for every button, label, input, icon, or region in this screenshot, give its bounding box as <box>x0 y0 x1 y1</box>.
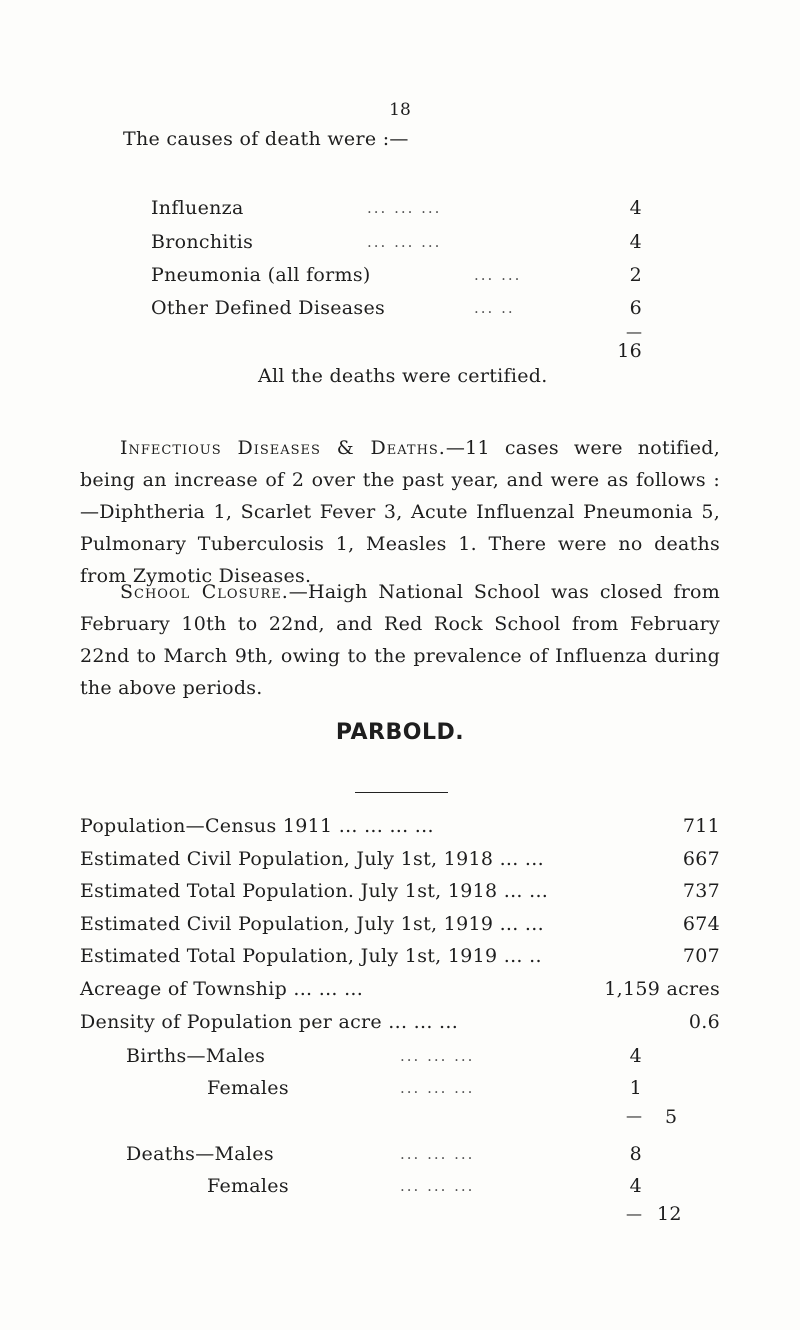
cause-label: Bronchitis <box>151 231 254 253</box>
stat-label: Estimated Total Population, July 1st, 1919 ... .. <box>80 945 542 967</box>
cause-value: 4 <box>629 231 642 253</box>
births-total: 5 <box>665 1106 678 1128</box>
causes-intro: The causes of death were :— <box>123 128 409 150</box>
deaths-total: 12 <box>657 1203 682 1225</box>
births-females: 1 <box>629 1077 642 1099</box>
cause-label: Other Defined Diseases <box>151 297 386 319</box>
births-label: Births—Males <box>126 1045 266 1067</box>
stat-value: 667 <box>682 848 720 870</box>
cause-value: 6 <box>629 297 642 319</box>
stat-value: 737 <box>682 880 720 902</box>
stat-value: 1,159 acres <box>604 978 720 1000</box>
cause-label: Pneumonia (all forms) <box>151 264 371 286</box>
leader-dots: ... ... ... <box>400 1177 475 1195</box>
leader-dots: ... ... ... <box>400 1047 475 1065</box>
cause-value: 4 <box>629 197 642 219</box>
leader-dots: ... ... ... <box>367 199 442 217</box>
deaths-males: 8 <box>629 1143 642 1165</box>
sum-dash: — <box>626 1106 642 1125</box>
deaths-females: 4 <box>629 1175 642 1197</box>
title-rule <box>355 792 448 793</box>
stat-label: Acreage of Township ... ... ... <box>80 978 364 1000</box>
sum-dash: — <box>626 1204 642 1223</box>
stat-label: Population—Census 1911 ... ... ... ... <box>80 815 434 837</box>
leader-dots: ... .. <box>474 299 515 317</box>
sum-dash: — <box>626 322 642 341</box>
infectious-paragraph <box>80 432 720 592</box>
infectious-text: —11 cases were notified, being an increase of 2 over the past year, and were as follows :—Diphtheria 1, Scarlet Fever 3, Acute Influenzal Pneumonia 5, Pulmonary Tuberculosis 1, Measles 1. There were no deaths from Zymotic Diseases. <box>80 437 720 587</box>
infectious-heading: Infectious Diseases & Deaths. <box>120 437 446 459</box>
leader-dots: ... ... <box>474 266 522 284</box>
certified-note: All the deaths were certified. <box>258 365 548 387</box>
leader-dots: ... ... ... <box>400 1145 475 1163</box>
stat-value: 674 <box>682 913 720 935</box>
stat-value: 0.6 <box>688 1011 720 1033</box>
school-heading: School Closure. <box>120 581 289 603</box>
parbold-title: PARBOLD. <box>335 720 465 745</box>
stat-label: Density of Population per acre ... ... ... <box>80 1011 459 1033</box>
births-males: 4 <box>629 1045 642 1067</box>
page-number: 18 <box>389 100 411 120</box>
cause-label: Influenza <box>151 197 244 219</box>
stat-label: Estimated Civil Population, July 1st, 1918 ... ... <box>80 848 544 870</box>
school-paragraph <box>80 576 720 704</box>
stat-label: Estimated Total Population. July 1st, 1918 ... ... <box>80 880 549 902</box>
births-females-label: Females <box>207 1077 289 1099</box>
deaths-females-label: Females <box>207 1175 289 1197</box>
deaths-label: Deaths—Males <box>126 1143 274 1165</box>
stat-label: Estimated Civil Population, July 1st, 1919 ... ... <box>80 913 544 935</box>
causes-total: 16 <box>617 340 642 362</box>
leader-dots: ... ... ... <box>400 1079 475 1097</box>
stat-value: 711 <box>682 815 720 837</box>
stat-value: 707 <box>682 945 720 967</box>
leader-dots: ... ... ... <box>367 233 442 251</box>
school-text: —Haigh National School was closed from February 10th to 22nd, and Red Rock School from February 22nd to March 9th, owing to the prevalence of Influenza during the above periods. <box>80 581 720 699</box>
cause-value: 2 <box>629 264 642 286</box>
